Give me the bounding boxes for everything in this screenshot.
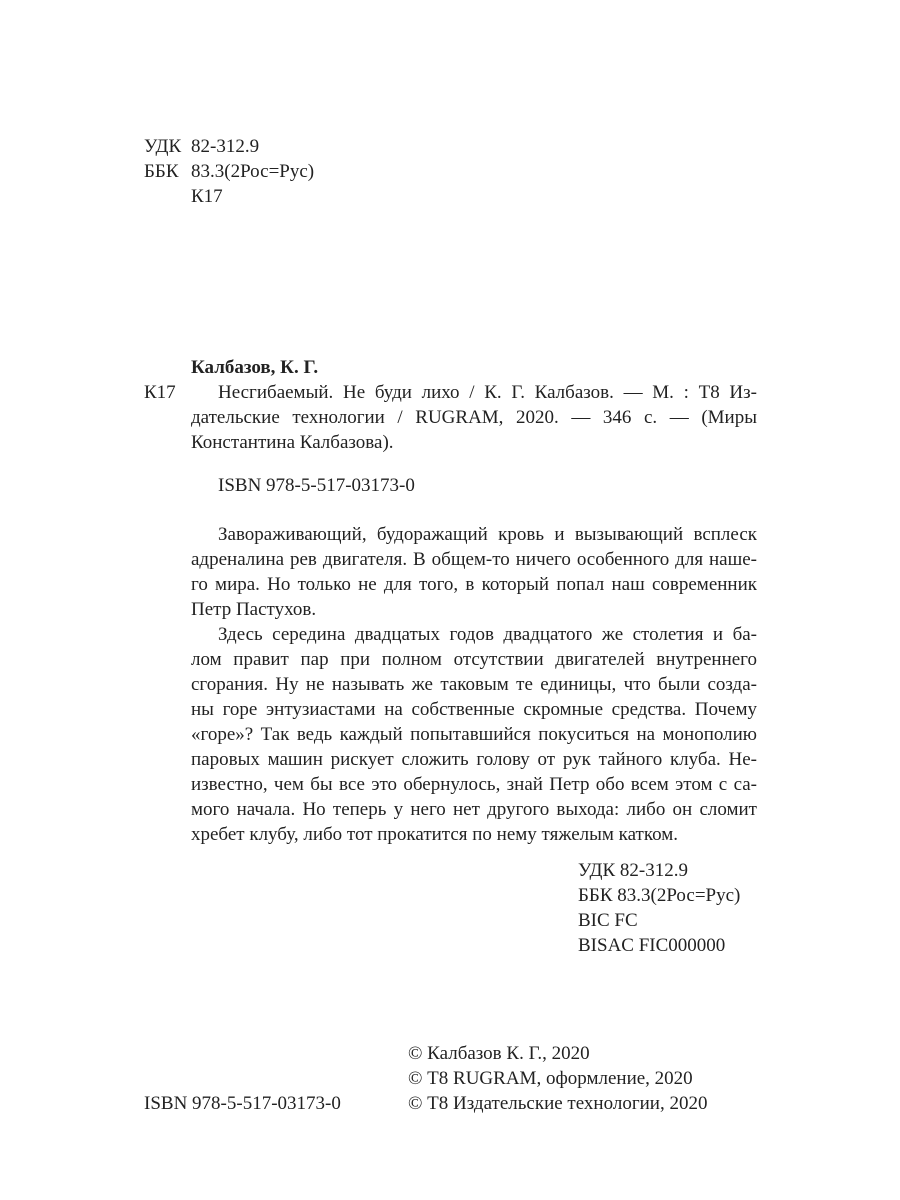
annotation-line: лом правит пар при полном отсутствии двигателей внутреннего (191, 649, 757, 670)
classification-udk: УДК 82-312.9 (578, 860, 688, 881)
description-line: Константина Калбазова). (191, 432, 394, 453)
bbk-value: 83.3(2Рос=Рус) (191, 161, 315, 182)
annotation-line: паровых машин рискует сложить голову от рук тайного клуба. Не- (191, 749, 757, 770)
isbn-footer: ISBN 978-5-517-03173-0 (144, 1093, 341, 1114)
annotation-line: ны горе энтузиастами на собственные скромные средства. Почему (191, 699, 757, 720)
classification-bbk: ББК 83.3(2Рос=Рус) (578, 885, 741, 906)
annotation-line: «горе»? Так ведь каждый попытавшийся покуситься на монополию (191, 724, 757, 745)
annotation-line: сгорания. Ну не называть же таковым те единицы, что были созда- (191, 674, 757, 695)
classification-bic: BIC FC (578, 910, 638, 931)
copyright-design: © Т8 RUGRAM, оформление, 2020 (408, 1068, 693, 1089)
copyright-publisher: © Т8 Издательские технологии, 2020 (408, 1093, 708, 1114)
annotation-line: Здесь середина двадцатых годов двадцатого же столетия и ба- (218, 624, 757, 645)
annotation-line: Петр Пастухов. (191, 599, 317, 620)
copyright-author: © Калбазов К. Г., 2020 (408, 1043, 590, 1064)
author-mark: К17 (191, 186, 223, 207)
author-heading: Калбазов, К. Г. (191, 357, 319, 378)
annotation-paragraph-2 (191, 622, 757, 847)
classification-bisac: BISAC FIC000000 (578, 935, 726, 956)
annotation-line: го мира. Но только не для того, в который попал наш современник (191, 574, 757, 595)
description-line: Несгибаемый. Не буди лихо / К. Г. Калбазов. — М. : Т8 Из- (218, 382, 757, 403)
annotation-line: Завораживающий, будоражащий кровь и вызывающий всплеск (218, 524, 757, 545)
annotation-line: мого начала. Но теперь у него нет другого выхода: либо он сломит (191, 799, 757, 820)
annotation-line: хребет клубу, либо тот прокатится по нему тяжелым катком. (191, 824, 679, 845)
description (191, 380, 757, 455)
annotation-line: адреналина рев двигателя. В общем-то ничего особенного для наше- (191, 549, 757, 570)
isbn-record: ISBN 978-5-517-03173-0 (218, 475, 415, 496)
classification-block (578, 858, 740, 958)
annotation-paragraph-1 (191, 522, 757, 622)
annotation (191, 522, 757, 847)
bbk-label: ББК (144, 161, 179, 182)
description-line: дательские технологии / RUGRAM, 2020. — 346 с. — (Миры (191, 407, 757, 428)
call-mark: К17 (144, 382, 176, 403)
copyright-block (408, 1041, 707, 1116)
udk-value: 82-312.9 (191, 136, 260, 157)
udk-label: УДК (144, 136, 182, 157)
annotation-line: известно, чем бы все это обернулось, знай Петр обо всем этом с са- (191, 774, 757, 795)
